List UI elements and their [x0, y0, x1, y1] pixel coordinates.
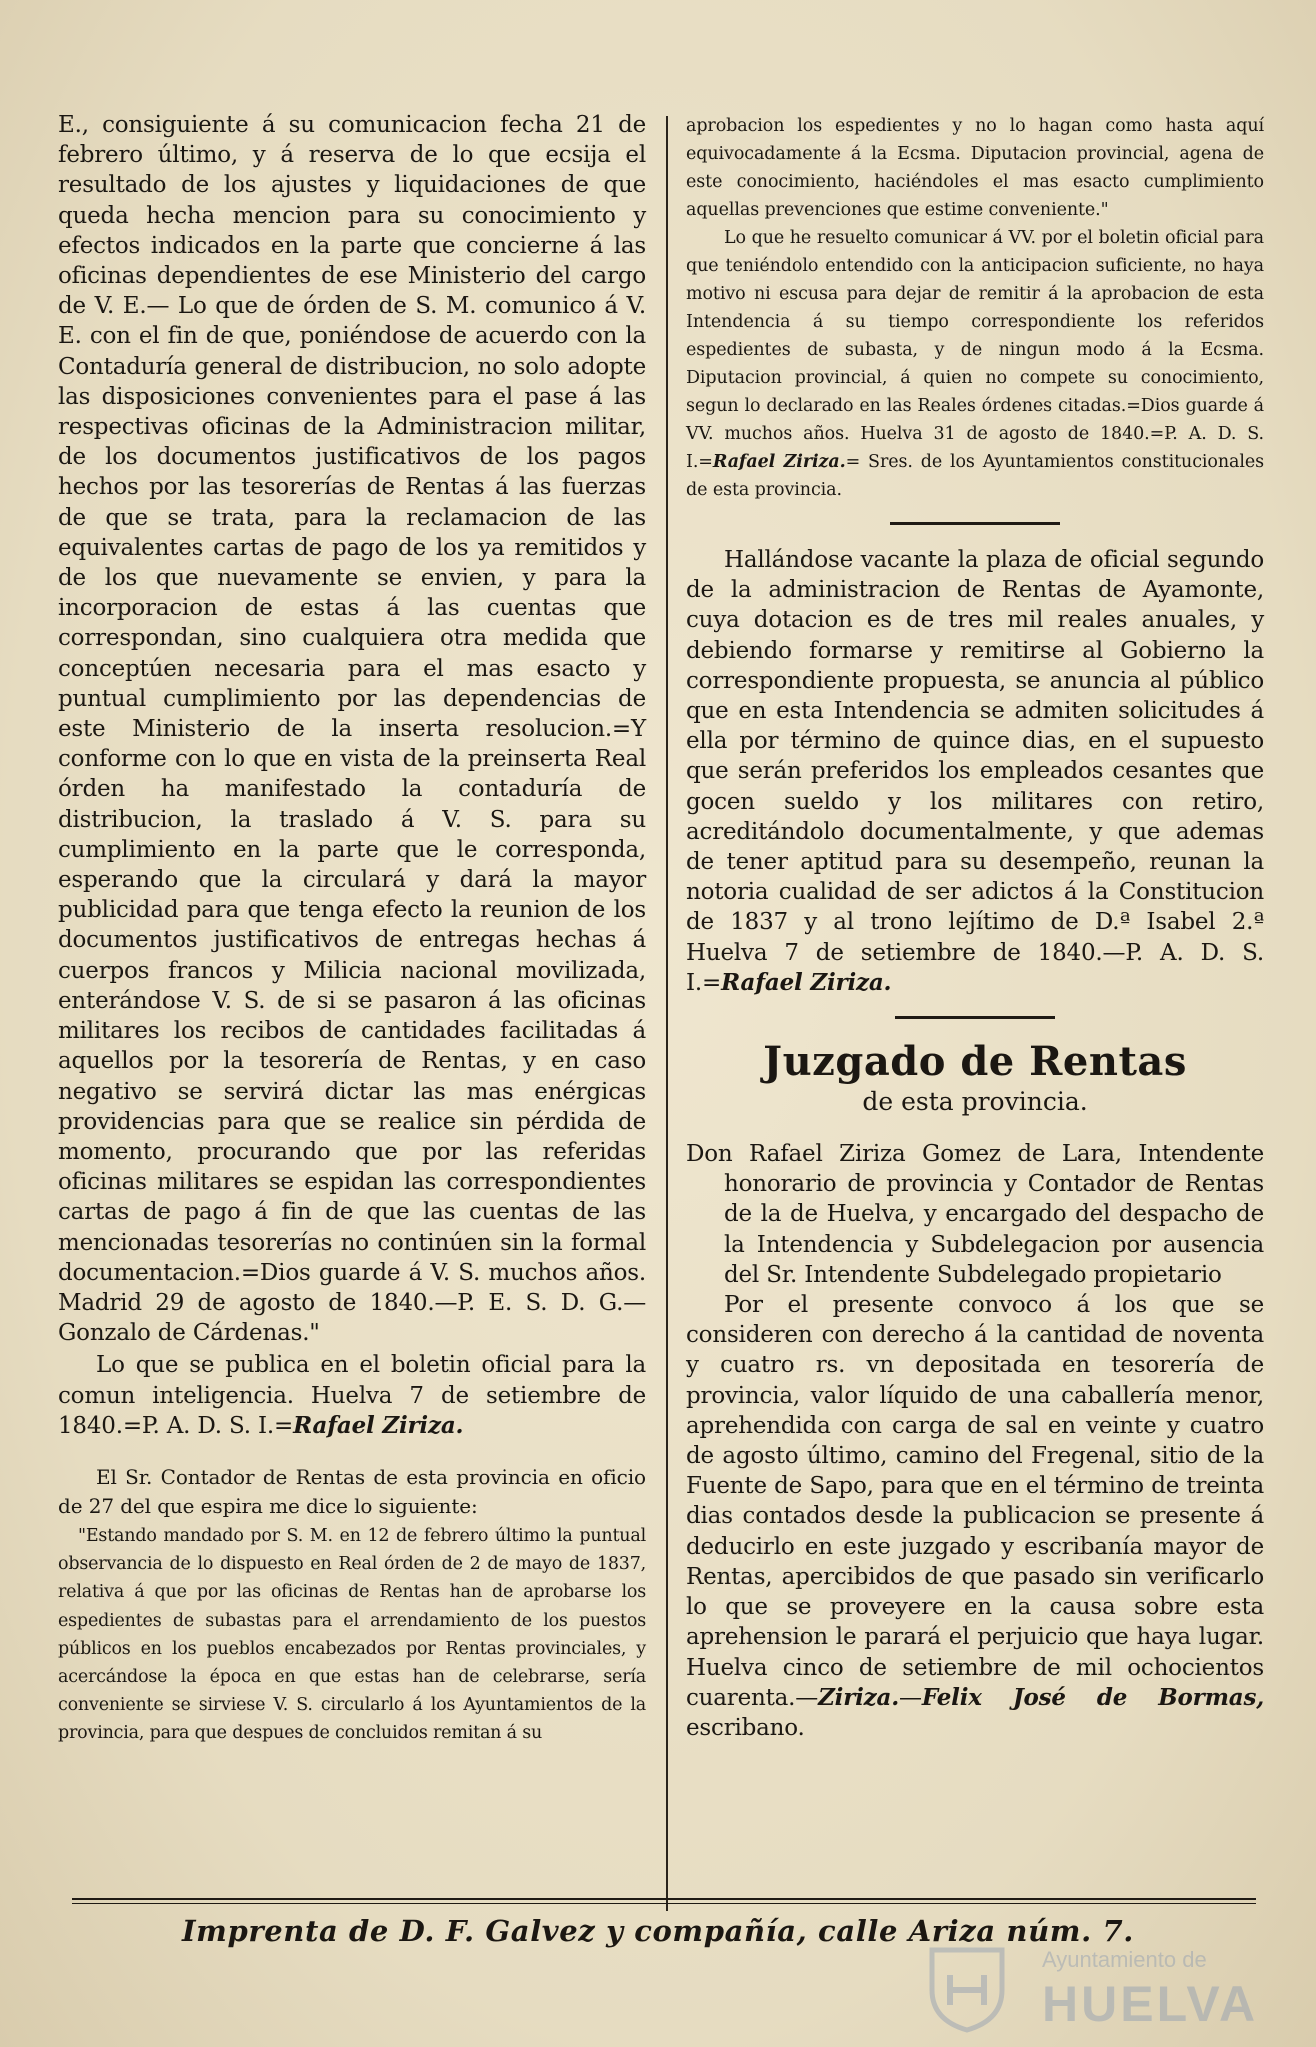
watermark-line-1: Ayuntamiento de — [1042, 1947, 1207, 1972]
right-paragraph-3-signature: Rafael Ziriza. — [721, 968, 892, 996]
right-paragraph-3 — [686, 545, 1264, 998]
right-paragraph-5 — [686, 1290, 1264, 1743]
right-paragraph-4: Don Rafael Ziriza Gomez de Lara, Intendente honorario de provincia y Contador de Rentas de la de Huelva, y encargado del despacho de la Intendencia y Subdelegacion por ausencia del Sr. Intendente Subdelegado propietario — [686, 1141, 1264, 1288]
right-column — [686, 112, 1264, 1743]
coat-of-arms-icon — [912, 1935, 1022, 2035]
right-paragraph-2-tail: = Sres. de los Ayuntamientos constitucionales de esta provincia. — [686, 452, 1264, 500]
right-paragraph-5-text: Por el presente convoco á los que se consideren con derecho á la cantidad de noventa y cuatro rs. vn depositada en tesorería de provincia, valor líquido de una caballería menor, aprehendida con carga de sal en veinte y cuatro de agosto último, camino del Fregenal, sitio de la Fuente de Sapo, para que en el término de treinta dias contados desde la publicacion se presente á deducirlo en este juzgado y escribanía mayor de Rentas, apercibidos de que pasado sin verificarlo lo que se proveyere en la causa sobre esta aprehension le parará el perjuicio que haya lugar. Huelva cinco de setiembre de mil ochocientos cuarenta.— — [686, 1292, 1264, 1711]
right-paragraph-5-dash: — — [899, 1684, 922, 1711]
printer-imprint: Imprenta de D. F. Galvez y compañía, calle Ariza núm. 7. — [182, 1914, 1134, 1948]
right-paragraph-5-signature-2: Felix José de Bormas, — [921, 1683, 1264, 1711]
footer-rule-bottom — [72, 1903, 1256, 1904]
left-column — [58, 110, 646, 1748]
archive-watermark — [902, 1935, 1259, 2035]
right-separator-1 — [890, 522, 1060, 525]
left-paragraph-2-text: Lo que se publica en el boletin oficial para la comun inteligencia. Huelva 7 de setiembre de 1840.=P. A. D. S. I.= — [58, 1352, 646, 1439]
right-separator-2 — [895, 1016, 1055, 1019]
left-paragraph-1: E., consiguiente á su comunicacion fecha 21 de febrero último, y á reserva de lo que ecsija el resultado de los ajustes y liquidaciones de que queda hecha mencion para su conocimiento y efectos indicados en la parte que concierne á las oficinas dependientes de ese Ministerio del cargo de V. E.— Lo que de órden de S. M. comunico á V. E. con el fin de que, poniéndose de acuerdo con la Contaduría general de distribucion, no solo adopte las disposiciones convenientes para el pase á las respectivas oficinas de la Administracion militar, de los documentos justificativos de los pagos hechos por las tesorerías de Rentas á las fuerzas de que se trata, para la reclamacion de las equivalentes cartas de pago de los ya remitidos y de los que nuevamente se envien, y para la incorporacion de estas á las cuentas que correspondan, sino cualquiera otra medida que conceptúen necesaria para el mas esacto y puntual cumplimiento por las dependencias de este Ministerio de la inserta resolucion.=Y conforme con lo que en vista de la preinserta Real órden ha manifestado la contaduría de distribucion, la traslado á V. S. para su cumplimiento en la parte que le corresponda, esperando que la circulará y dará la mayor publicidad para que tenga efecto la reunion de los documentos justificativos de entregas hechas á cuerpos francos y Milicia nacional movilizada, enterándose V. S. de si se pasaron á las oficinas militares los recibos de cantidades facilitadas á aquellos por la tesorería de Rentas, y en caso negativo se servirá dictar las mas enérgicas providencias para que se realice sin pérdida de momento, procurando que por las referidas oficinas militares se espidan las correspondientes cartas de pago á fin de que las cuentas de las mencionadas tesorerías no continúen sin la formal documentacion.=Dios guarde á V. S. muchos años. Madrid 29 de agosto de 1840.—P. E. S. D. G.—Gonzalo de Cárdenas." — [58, 112, 646, 1347]
left-paragraph-2-signature: Rafael Ziriza. — [293, 1411, 464, 1439]
right-paragraph-1: aprobacion los espedientes y no lo hagan como hasta aquí equivocadamente á la Ecsma. Diputacion provincial, agena de este conocimiento, haciéndoles el mas esacto cumplimiento aquellas prevenciones que estime conveniente." — [686, 116, 1264, 220]
right-paragraph-2 — [686, 224, 1264, 504]
right-paragraph-2-signature: Rafael Ziriza. — [712, 452, 846, 472]
left-paragraph-3: El Sr. Contador de Rentas de esta provincia en oficio de 27 del que espira me dice lo siguiente: — [58, 1464, 646, 1519]
left-paragraph-4: "Estando mandado por S. M. en 12 de febrero último la puntual observancia de lo dispuesto en Real órden de 2 de mayo de 1837, relativa á que por las oficinas de Rentas han de aprobarse los espedientes de subastas para el arrendamiento de los puestos públicos en los pueblos encabezados por Rentas provinciales, y acercándose la época en que estas han de celebrarse, sería conveniente se sirviese V. S. circularlo á los Ayuntamientos de la provincia, para que despues de concluidos remitan á su — [58, 1525, 646, 1744]
right-paragraph-2-text: Lo que he resuelto comunicar á VV. por el boletin oficial para que teniéndolo entendido con la anticipacion suficiente, no haya motivo ni escusa para dejar de remitir á la aprobacion de esta Intendencia á su tiempo correspondiente los referidos espedientes de subasta, y de ningun modo á la Ecsma. Diputacion provincial, á quien no compete su conocimiento, segun lo declarado en las Reales órdenes citadas.=Dios guarde á VV. muchos años. Huelva 31 de agosto de 1840.=P. A. D. S. I.= — [686, 228, 1264, 472]
right-paragraph-3-text: Hallándose vacante la plaza de oficial segundo de la administracion de Rentas de Ayamonte, cuya dotacion es de tres mil reales anuales, y debiendo formarse y remitirse al Gobierno la correspondiente propuesta, se anuncia al público que en esta Intendencia se admiten solicitudes á ella por término de quince dias, en el supuesto que serán preferidos los empleados cesantes que gocen sueldo y los militares con retiro, acreditándolo documentalmente, y que ademas de tener aptitud para su desempeño, reunan la notoria cualidad de ser adictos á la Constitucion de 1837 y al trono lejítimo de D.ª Isabel 2.ª Huelva 7 de setiembre de 1840.—P. A. D. S. I.= — [686, 547, 1264, 996]
section-heading: Juzgado de Rentas — [763, 1038, 1187, 1086]
right-paragraph-5-tail: escribano. — [686, 1714, 805, 1741]
footer-rule-top — [72, 1898, 1256, 1900]
column-divider — [666, 116, 668, 1911]
section-subheading: de esta provincia. — [862, 1087, 1088, 1117]
left-paragraph-2 — [58, 1350, 646, 1441]
right-paragraph-5-signature-1: Ziriza. — [818, 1683, 900, 1711]
watermark-line-2: HUELVA — [1042, 1976, 1259, 2032]
